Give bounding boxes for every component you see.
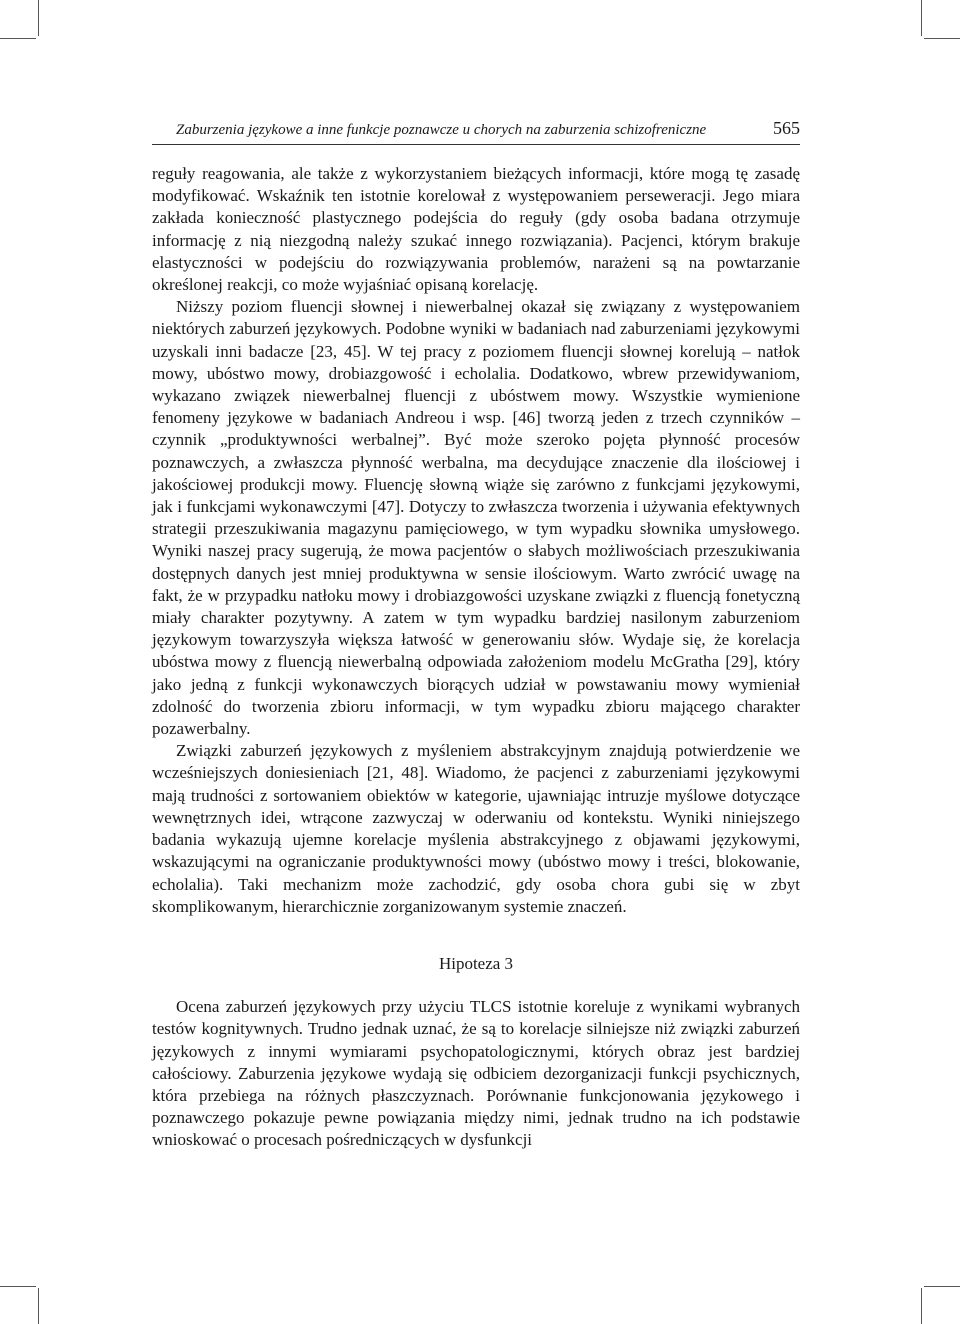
crop-mark-bottom-right: [921, 1288, 922, 1324]
paragraph-3: Związki zaburzeń językowych z myśleniem abstrakcyjnym znajdują potwierdzenie we wcześniejszych doniesieniach [21, 48]. Wiadomo, że pacjenci z zaburzeniami językowymi mają trudności z sortowaniem obiektów w kategorie, ujawniając intruzje myślowe dotyczące wewnętrznych idei, wtrącone zazwyczaj w oderwaniu od kontekstu. Wyniki niniejszego badania wykazują ujemne korelacje myślenia abstrakcyjnego z objawami językowymi, wskazującymi na ograniczanie produktywności mowy (ubóstwo mowy i treści, blokowanie, echolalia). Taki mechanizm może zachodzić, gdy osoba chora gubi się w zbyt skomplikowanym, hierarchicznie zorganizowanym systemie znaczeń.: [152, 741, 800, 916]
running-title: Zaburzenia językowe a inne funkcje poznawcze u chorych na zaburzenia schizofreniczne: [176, 122, 707, 138]
body-text: [152, 163, 800, 1152]
crop-mark-bottom-right-h: [924, 1286, 960, 1287]
page-header: [152, 114, 800, 145]
paragraph-4: Ocena zaburzeń językowych przy użyciu TLCS istotnie koreluje z wynikami wybranych testów kognitywnych. Trudno jednak uznać, że są to korelacje silniejsze niż związki zaburzeń językowych z innymi wymiarami psychopatologicznymi, których obraz jest bardziej całościowy. Zaburzenia językowe wydają się odbiciem dezorganizacji funkcji psychicznych, która przebiega na różnych płaszczyznach. Porównanie funkcjonowania językowego i poznawczego pokazuje pewne powiązania między nimi, jednak trudno na ich podstawie wnioskować o procesach pośredniczących w dysfunkcji: [152, 997, 800, 1150]
paragraph-2: Niższy poziom fluencji słownej i niewerbalnej okazał się związany z występowaniem niektórych zaburzeń językowych. Podobne wyniki w badaniach nad zaburzeniami językowymi uzyskali inni badacze [23, 45]. W tej pracy z poziomem fluencji słownej korelują – natłok mowy, ubóstwo mowy, drobiazgowość i echolalia. Dodatkowo, wbrew przewidywaniom, wykazano związek niewerbalnej fluencji z ubóstwem mowy. Wszystkie wymienione fenomeny językowe w badaniach Andreou i wsp. [46] tworzą jeden z trzech czynników – czynnik „produktywności werbalnej”. Być może szeroko pojęta płynność procesów poznawczych, a zwłaszcza płynność werbalna, ma decydujące znaczenie dla ilościowej i jakościowej produkcji mowy. Fluencję słowną wiąże się zarówno z funkcjami językowymi, jak i funkcjami wykonawczymi [47]. Dotyczy to zwłaszcza tworzenia i używania efektywnych strategii przeszukiwania magazynu pamięciowego, w tym wypadku słownika umysłowego. Wyniki naszej pracy sugerują, że mowa pacjentów o słabych możliwościach przeszukiwania dostępnych danych jest mniej produktywna w sensie ilościowym. Warto zwrócić uwagę na fakt, że w przypadku natłoku mowy i drobiazgowości uzyskane związki z fluencją fonetyczną miały charakter pozytywny. A zatem w tym wypadku bardziej nasilonym zaburzeniom językowym towarzyszyła większa łatwość w generowaniu słów. Wydaje się, że korelacja ubóstwa mowy z fluencją niewerbalną odpowiada założeniom modelu McGratha [29], który jako jedną z funkcji wykonawczych biorących udział w powstawaniu mowy wymieniał zdolność do tworzenia zbioru informacji, w tym wypadku zbioru mającego charakter pozawerbalny.: [152, 297, 800, 739]
crop-mark-bottom-left-h: [0, 1286, 36, 1287]
page-number: 565: [773, 118, 800, 138]
section-heading: Hipoteza 3: [438, 953, 514, 973]
crop-mark-top-left-h: [0, 38, 36, 39]
crop-mark-bottom-left: [38, 1288, 39, 1324]
paragraph-1: reguły reagowania, ale także z wykorzystaniem bieżących informacji, które mogą tę zasadę modyfikować. Wskaźnik ten istotnie korelował z występowaniem perseweracji. Jego miara zakłada konieczność plastycznego podejścia do reguły (gdy osoba badana otrzymuje informację z nią niezgodną należy szukać innego rozwiązania). Pacjenci, którym brakuje elastyczności w podejściu do rozwiązywania problemów, narażeni są na powtarzanie określonej reakcji, co może wyjaśniać opisaną korelację.: [152, 164, 800, 295]
crop-mark-top-left: [38, 0, 39, 36]
crop-mark-top-right-h: [924, 38, 960, 39]
crop-mark-top-right: [921, 0, 922, 36]
